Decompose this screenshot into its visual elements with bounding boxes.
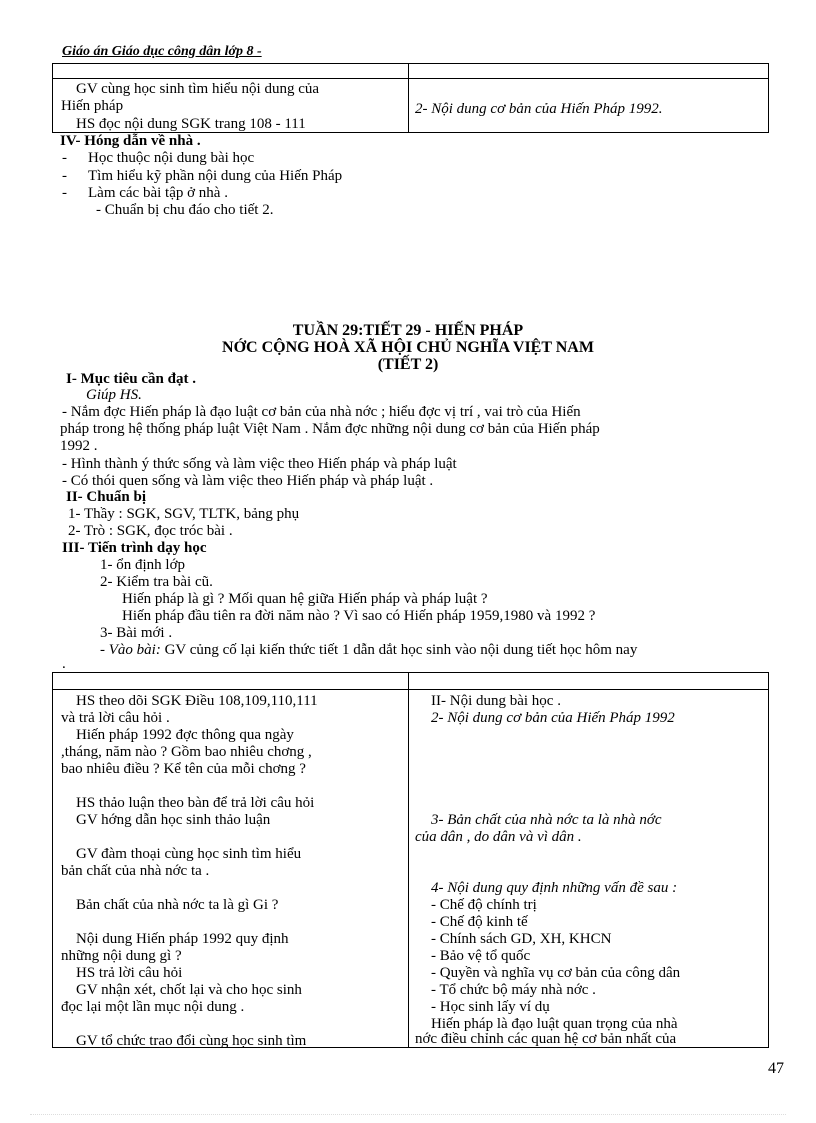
section-4-heading: IV- Hóng dẫn về nhà .	[60, 133, 201, 149]
table-row-divider	[53, 78, 768, 79]
paragraph-line: - Có thói quen sống và làm việc theo Hiến pháp và pháp luật .	[62, 473, 434, 489]
table2-left-line: bao nhiêu điều ? Kể tên của mỗi chơng ?	[61, 761, 306, 777]
list-item: -	[62, 168, 67, 184]
table1-left-line: HS đọc nội dung SGK trang 108 - 111	[76, 116, 306, 132]
table2-left-line: HS thảo luận theo bàn để trả lời câu hỏi	[76, 795, 315, 811]
section-2-heading: II- Chuẩn bị	[66, 489, 147, 505]
table2-left-line: Nội dung Hiến pháp 1992 quy định	[76, 931, 289, 947]
table2-right-line: - Bảo vệ tổ quốc	[431, 948, 531, 964]
table-column-divider	[408, 673, 409, 1048]
table-column-divider	[408, 64, 409, 132]
list-item: Làm các bài tập ở nhà .	[88, 185, 228, 201]
paragraph-line: 2- Trò : SGK, đọc tróc bài .	[68, 523, 233, 539]
table2-left-line: GV đàm thoại cùng học sinh tìm hiểu	[76, 846, 302, 862]
list-item: -	[62, 185, 67, 201]
table1-right-line: 2- Nội dung cơ bản của Hiến Pháp 1992.	[415, 101, 663, 117]
table2-left-line: đọc lại một lần mục nội dung .	[61, 999, 245, 1015]
page-bottom-edge	[30, 1114, 786, 1115]
lesson-title: TUẦN 29:TIẾT 29 - HIẾN PHÁP	[292, 322, 524, 339]
table2-right-line: II- Nội dung bài học .	[431, 693, 561, 709]
table2-right-line: của dân , do dân và vì dân .	[415, 829, 582, 845]
paragraph-line: 2- Kiểm tra bài cũ.	[100, 574, 213, 590]
paragraph-line: - Hình thành ý thức sống và làm việc theo Hiến pháp và pháp luật	[62, 456, 457, 472]
table2-left-line: GV hớng dẫn học sinh thảo luận	[76, 812, 271, 828]
lesson-title-line3: (TIẾT 2)	[377, 356, 439, 373]
intro-line	[100, 642, 637, 659]
list-item: -	[62, 150, 67, 166]
table2-left-line: những nội dung gì ?	[61, 948, 182, 964]
table2-left-line: Bản chất của nhà nớc ta là gì Gi ?	[76, 897, 279, 913]
list-item: Học thuộc nội dung bài học	[88, 150, 255, 166]
table2-right-line: - Tổ chức bộ máy nhà nớc .	[431, 982, 596, 998]
table1-left-line: Hiến pháp	[61, 98, 124, 114]
paragraph-line: 1- ổn định lớp	[100, 557, 186, 573]
table2-right-line: Hiến pháp là đạo luật quan trọng của nhà	[431, 1016, 678, 1032]
paragraph-line: - Nắm đợc Hiến pháp là đạo luật cơ bản của nhà nớc ; hiểu đợc vị trí , vai trò của Hiến	[62, 404, 581, 420]
table2-left-line: HS trả lời câu hỏi	[76, 965, 183, 981]
table2-right-line: 2- Nội dung cơ bản của Hiến Pháp 1992	[431, 710, 675, 726]
paragraph-line: Hiến pháp đầu tiên ra đời năm nào ? Vì sao có Hiến pháp 1959,1980 và 1992 ?	[122, 608, 596, 624]
table2-left-line: HS theo dõi SGK Điều 108,109,110,111	[76, 693, 318, 709]
table2-right-line: 3- Bản chất của nhà nớc ta là nhà nớc	[431, 812, 662, 828]
paragraph-line: Hiến pháp là gì ? Mối quan hệ giữa Hiến pháp và pháp luật ?	[122, 591, 488, 607]
table2-right-line: 4- Nội dung quy định những vấn đề sau :	[431, 880, 678, 896]
table2-right-line: nớc điều chỉnh các quan hệ cơ bản nhất của	[415, 1031, 677, 1047]
lesson-title-line2: NỚC CỘNG HOÀ XÃ HỘI CHỦ NGHĨA VIỆT NAM	[222, 339, 594, 356]
table2-left-line: ,tháng, năm nào ? Gồm bao nhiêu chơng ,	[61, 744, 312, 760]
section-1-heading: I- Mục tiêu cần đạt .	[66, 371, 196, 387]
table-row-divider	[53, 689, 768, 690]
list-item: Tìm hiểu kỹ phần nội dung của Hiến Pháp	[88, 168, 343, 184]
list-subitem: - Chuẩn bị chu đáo cho tiết 2.	[96, 202, 274, 218]
paragraph-line: pháp trong hệ thống pháp luật Việt Nam . Nắm đợc những nội dung cơ bản của Hiến pháp	[60, 421, 600, 437]
paragraph-line: 3- Bài mới .	[100, 625, 173, 641]
table-bottom-border	[53, 1047, 768, 1048]
table-1	[52, 63, 769, 133]
intro-label: - Vào bài:	[100, 642, 161, 658]
table2-left-line: GV tổ chức trao đổi cùng học sinh tìm	[76, 1033, 307, 1049]
paragraph-line: 1992 .	[60, 438, 98, 454]
intro-text: GV củng cố lại kiến thức tiết 1 dẫn dắt học sinh vào nội dung tiết học hôm nay	[160, 642, 638, 658]
section-1-intro: Giúp HS.	[86, 387, 142, 403]
paragraph-line: 1- Thầy : SGK, SGV, TLTK, bảng phụ	[68, 506, 300, 522]
table2-right-line: - Quyền và nghĩa vụ cơ bản của công dân	[431, 965, 681, 981]
page-number: 47	[768, 1060, 784, 1077]
table2-left-line: GV nhận xét, chốt lại và cho học sinh	[76, 982, 302, 998]
table2-left-line: bản chất của nhà nớc ta .	[61, 863, 210, 879]
table2-right-line: - Chính sách GD, XH, KHCN	[431, 931, 612, 947]
table-2	[52, 672, 769, 1048]
table2-right-line: - Chế độ kinh tế	[431, 914, 528, 930]
table2-right-line: - Học sinh lấy ví dụ	[431, 999, 550, 1015]
section-3-heading: III- Tiến trình dạy học	[62, 540, 207, 556]
table1-left-line: GV cùng học sinh tìm hiểu nội dung của	[76, 81, 320, 97]
table2-right-line: - Chế độ chính trị	[431, 897, 537, 913]
table2-left-line: Hiến pháp 1992 đợc thông qua ngày	[76, 727, 294, 743]
table2-left-line: và trả lời câu hỏi .	[61, 710, 170, 726]
document-header: Giáo án Giáo dục công dân lớp 8 -	[62, 44, 262, 59]
intro-end: .	[62, 656, 66, 672]
